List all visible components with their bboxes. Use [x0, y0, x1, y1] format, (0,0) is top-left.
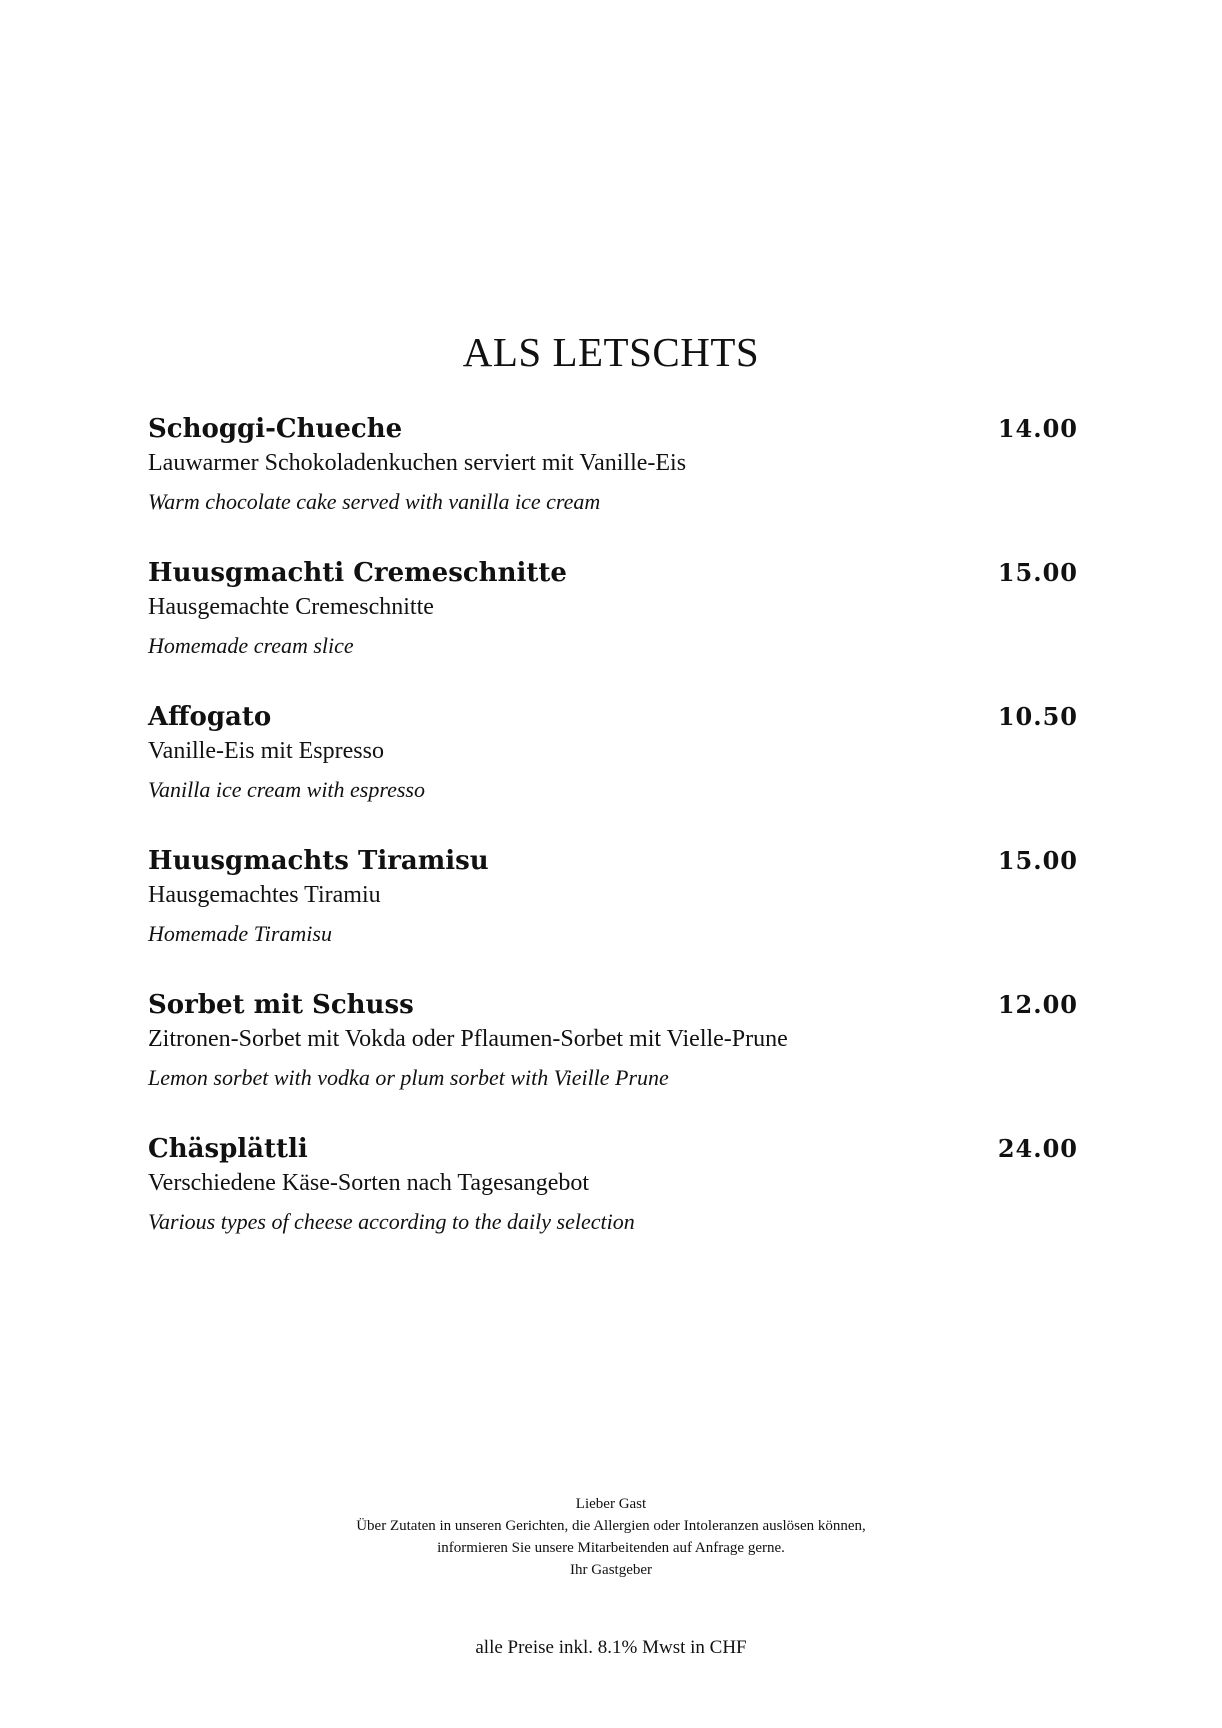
notice-line: Über Zutaten in unseren Gerichten, die Allergien oder Intoleranzen auslösen können, [356, 1518, 866, 1534]
menu-item-description-de: Vanille-Eis mit Espresso [148, 738, 384, 764]
allergy-notice [0, 1493, 1222, 1581]
price-footnote: alle Preise inkl. 8.1% Mwst in CHF [475, 1637, 747, 1658]
menu-item-price: 12.00 [997, 990, 1078, 1019]
menu-item-description-de: Hausgemachtes Tiramiu [148, 882, 381, 908]
menu-item-price: 10.50 [997, 702, 1078, 731]
menu-item-description-de: Lauwarmer Schokoladenkuchen serviert mit Vanille-Eis [148, 450, 687, 476]
menu-item-name: Sorbet mit Schuss [148, 990, 414, 1020]
menu-item [148, 412, 1078, 556]
menu-item [148, 700, 1078, 844]
menu-item-description-de: Verschiedene Käse-Sorten nach Tagesangebot [148, 1170, 590, 1196]
menu-item-description-de: Zitronen-Sorbet mit Vokda oder Pflaumen-Sorbet mit Vielle-Prune [148, 1026, 788, 1052]
menu-item-price: 24.00 [997, 1134, 1078, 1163]
menu-item [148, 1132, 1078, 1276]
notice-greeting: Lieber Gast [575, 1496, 647, 1512]
menu-item-description-de: Hausgemachte Cremeschnitte [148, 594, 434, 620]
menu-item-name: Huusgmachti Cremeschnitte [148, 558, 567, 588]
menu-item-price: 15.00 [997, 846, 1078, 875]
menu-item [148, 988, 1078, 1132]
menu-item-description-en: Vanilla ice cream with espresso [148, 777, 425, 802]
menu-item-price: 14.00 [997, 414, 1078, 443]
menu-item-description-en: Warm chocolate cake served with vanilla ice cream [148, 489, 601, 514]
menu-item [148, 556, 1078, 700]
menu-item-description-en: Various types of cheese according to the daily selection [148, 1209, 635, 1234]
menu-item-description-en: Homemade Tiramisu [148, 921, 332, 946]
menu-item-name: Schoggi-Chueche [148, 414, 403, 444]
page-title: ALS LETSCHTS [462, 329, 760, 375]
menu-item-name: Huusgmachts Tiramisu [148, 846, 489, 876]
notice-line: informieren Sie unsere Mitarbeitenden auf Anfrage gerne. [437, 1540, 785, 1556]
menu-item-price: 15.00 [997, 558, 1078, 587]
menu-item-description-en: Lemon sorbet with vodka or plum sorbet with Vieille Prune [148, 1065, 669, 1090]
menu-list [148, 412, 1078, 1276]
menu-item-name: Affogato [148, 702, 272, 732]
menu-item-name: Chäsplättli [148, 1134, 308, 1164]
menu-item [148, 844, 1078, 988]
menu-item-description-en: Homemade cream slice [148, 633, 354, 658]
notice-signature: Ihr Gastgeber [569, 1562, 653, 1578]
